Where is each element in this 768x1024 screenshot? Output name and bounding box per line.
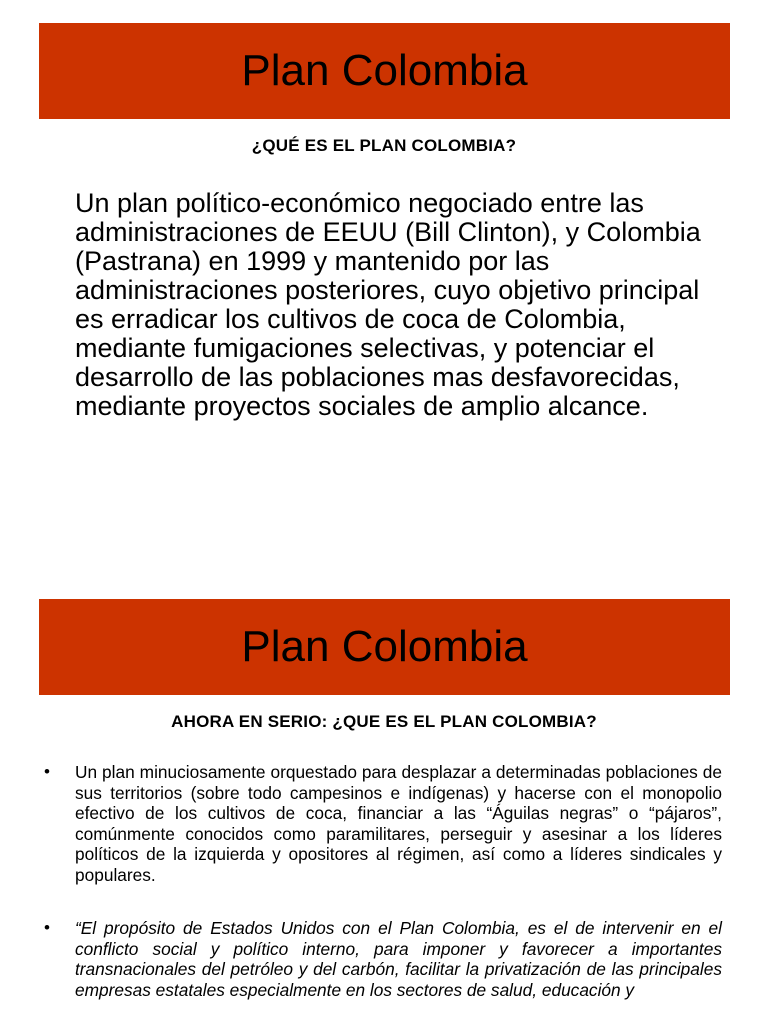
slide-subtitle: ¿QUÉ ES EL PLAN COLOMBIA? — [251, 136, 517, 155]
bullet-list — [0, 762, 768, 1024]
bullet-item — [0, 762, 768, 885]
bullet-text: “El propósito de Estados Unidos con el Plan Colombia, es el de intervenir en el conflicto social y político interno, para imponer y favorecer a importantes transnacionales del petróleo y del carbón, facilitar la privatización de las principales empresas estatales especialmente en los sectores de salud, educación y — [75, 918, 722, 1000]
slide-body-text: Un plan político-económico negociado entre las administraciones de EEUU (Bill Clinton), y Colombia (Pastrana) en 1999 y mantenido por las administraciones posteriores, cuyo objetivo principal es erradicar los cultivos de coca de Colombia, mediante fumigaciones selectivas, y potenciar el desarrollo de las poblaciones mas desfavorecidas, mediante proyectos sociales de amplio alcance. — [75, 188, 701, 421]
title-bar — [39, 23, 730, 119]
bullet-icon: • — [44, 762, 50, 781]
bullet-item — [0, 918, 768, 1000]
bullet-text: Un plan minuciosamente orquestado para desplazar a determinadas poblaciones de sus territorios (sobre todo campesinos e indígenas) y hacerse con el monopolio efectivo de los cultivos de coca, financiar a las “Águilas negras” o “pájaros”, comúnmente conocidos como paramilitares, perseguir y asesinar a los líderes políticos de la izquierda y opositores al régimen, así como a líderes sindicales y populares. — [75, 762, 722, 885]
title-bar — [39, 599, 730, 695]
bullet-icon: • — [44, 918, 50, 937]
slide-subtitle: AHORA EN SERIO: ¿QUE ES EL PLAN COLOMBIA? — [171, 712, 597, 731]
slide-2 — [0, 576, 768, 1024]
slide-title: Plan Colombia — [241, 46, 528, 95]
slide-title: Plan Colombia — [241, 622, 528, 671]
